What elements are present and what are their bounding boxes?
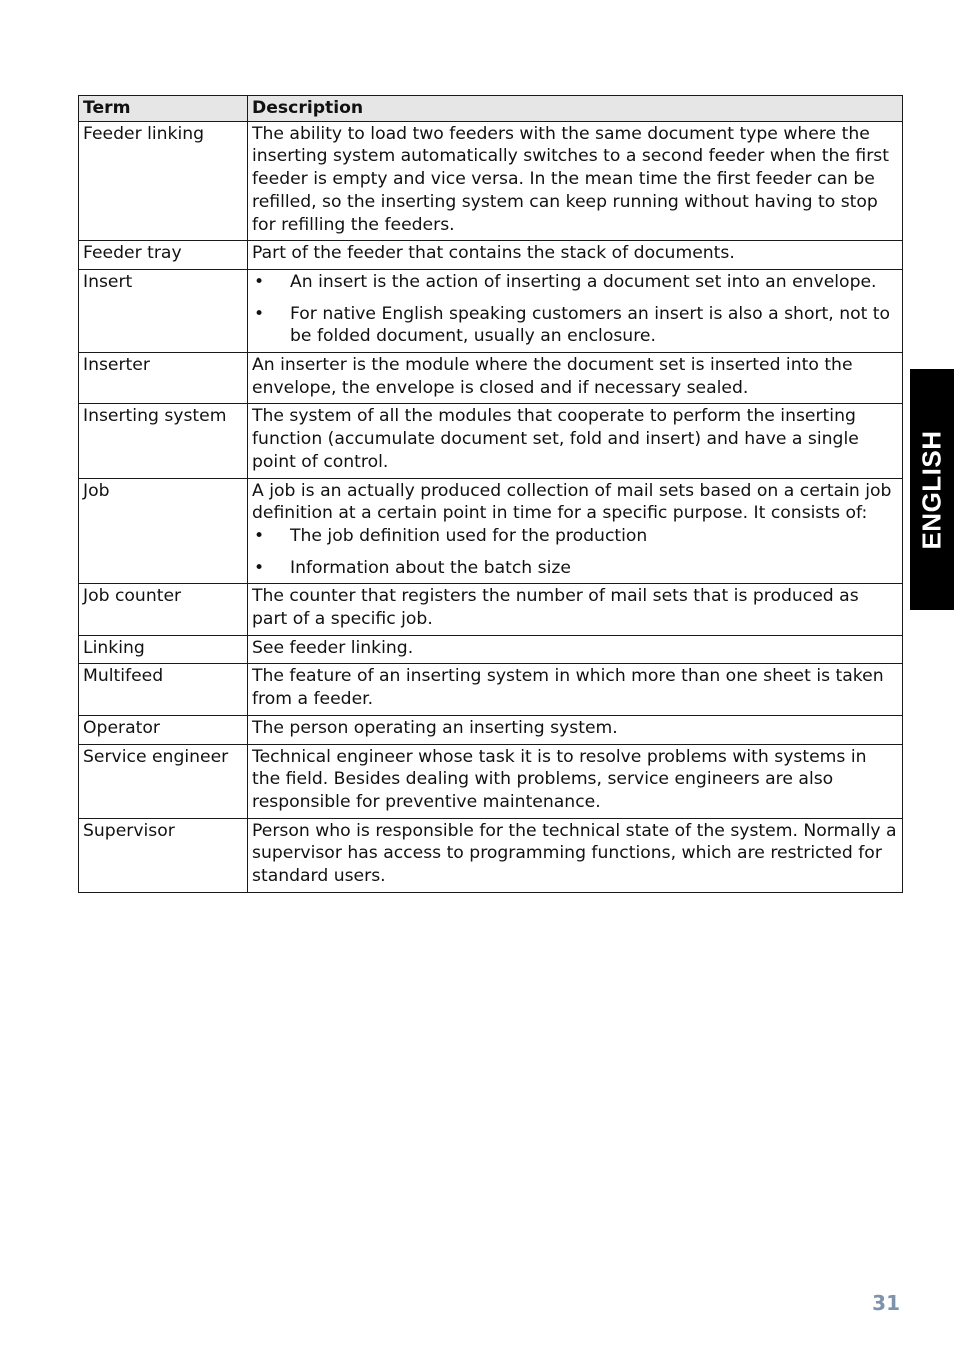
- term-cell: Supervisor: [79, 818, 248, 892]
- table-row: [79, 635, 903, 664]
- table-row: [79, 121, 903, 241]
- glossary-table: [78, 95, 903, 893]
- bullet-item: • Information about the batch size: [252, 557, 898, 580]
- description-cell: The counter that registers the number of mail sets that is produced as part of a specific job.: [248, 584, 903, 635]
- table-row: [79, 744, 903, 818]
- term-cell: Insert: [79, 269, 248, 352]
- term-cell: Operator: [79, 715, 248, 744]
- description-cell: The feature of an inserting system in which more than one sheet is taken from a feeder.: [248, 664, 903, 715]
- table-row: [79, 269, 903, 352]
- description-cell: See feeder linking.: [248, 635, 903, 664]
- table-header-row: [79, 96, 903, 122]
- page-number: 31: [872, 1291, 900, 1315]
- description-cell: The person operating an inserting system.: [248, 715, 903, 744]
- description-cell: Part of the feeder that contains the stack of documents.: [248, 241, 903, 270]
- term-cell: Multifeed: [79, 664, 248, 715]
- table-row: [79, 584, 903, 635]
- language-side-tab: [910, 369, 954, 610]
- description-cell: An inserter is the module where the document set is inserted into the envelope, the envelope is closed and if necessary sealed.: [248, 353, 903, 404]
- term-cell: Service engineer: [79, 744, 248, 818]
- language-tab-label: ENGLISH: [916, 429, 947, 550]
- description-cell: Technical engineer whose task it is to resolve problems with systems in the field. Besides dealing with problems, service engineers are also responsible for preventive maintenance.: [248, 744, 903, 818]
- table-row: [79, 715, 903, 744]
- description-text: A job is an actually produced collection of mail sets based on a certain job definition at a certain point in time for a specific purpose. It consists of:: [252, 480, 892, 524]
- description-cell: Person who is responsible for the technical state of the system. Normally a supervisor has access to programming functions, which are restricted for standard users.: [248, 818, 903, 892]
- description-cell: The ability to load two feeders with the same document type where the inserting system automatically switches to a second feeder when the first feeder is empty and vice versa. In the mean time the first feeder can be refilled, so the inserting system can keep running without having to stop for refilling the feeders.: [248, 121, 903, 241]
- term-cell: Job: [79, 478, 248, 584]
- term-cell: Feeder tray: [79, 241, 248, 270]
- description-cell: [248, 269, 903, 352]
- term-cell: Inserter: [79, 353, 248, 404]
- term-cell: Feeder linking: [79, 121, 248, 241]
- term-cell: Inserting system: [79, 404, 248, 478]
- table-row: [79, 478, 903, 584]
- table-row: [79, 818, 903, 892]
- term-cell: Linking: [79, 635, 248, 664]
- table-row: [79, 404, 903, 478]
- bullet-item: • For native English speaking customers an insert is also a short, not to be folded document, usually an enclosure.: [252, 303, 898, 348]
- description-column-header: Description: [248, 96, 903, 122]
- description-cell: [248, 478, 903, 584]
- term-cell: Job counter: [79, 584, 248, 635]
- description-cell: The system of all the modules that cooperate to perform the inserting function (accumulate document set, fold and insert) and have a single point of control.: [248, 404, 903, 478]
- bullet-item: • The job definition used for the production: [252, 525, 898, 548]
- bullet-list: [252, 271, 898, 348]
- term-column-header: Term: [79, 96, 248, 122]
- bullet-item: • An insert is the action of inserting a document set into an envelope.: [252, 271, 898, 294]
- table-row: [79, 241, 903, 270]
- table-row: [79, 353, 903, 404]
- table-row: [79, 664, 903, 715]
- bullet-list: [252, 525, 898, 579]
